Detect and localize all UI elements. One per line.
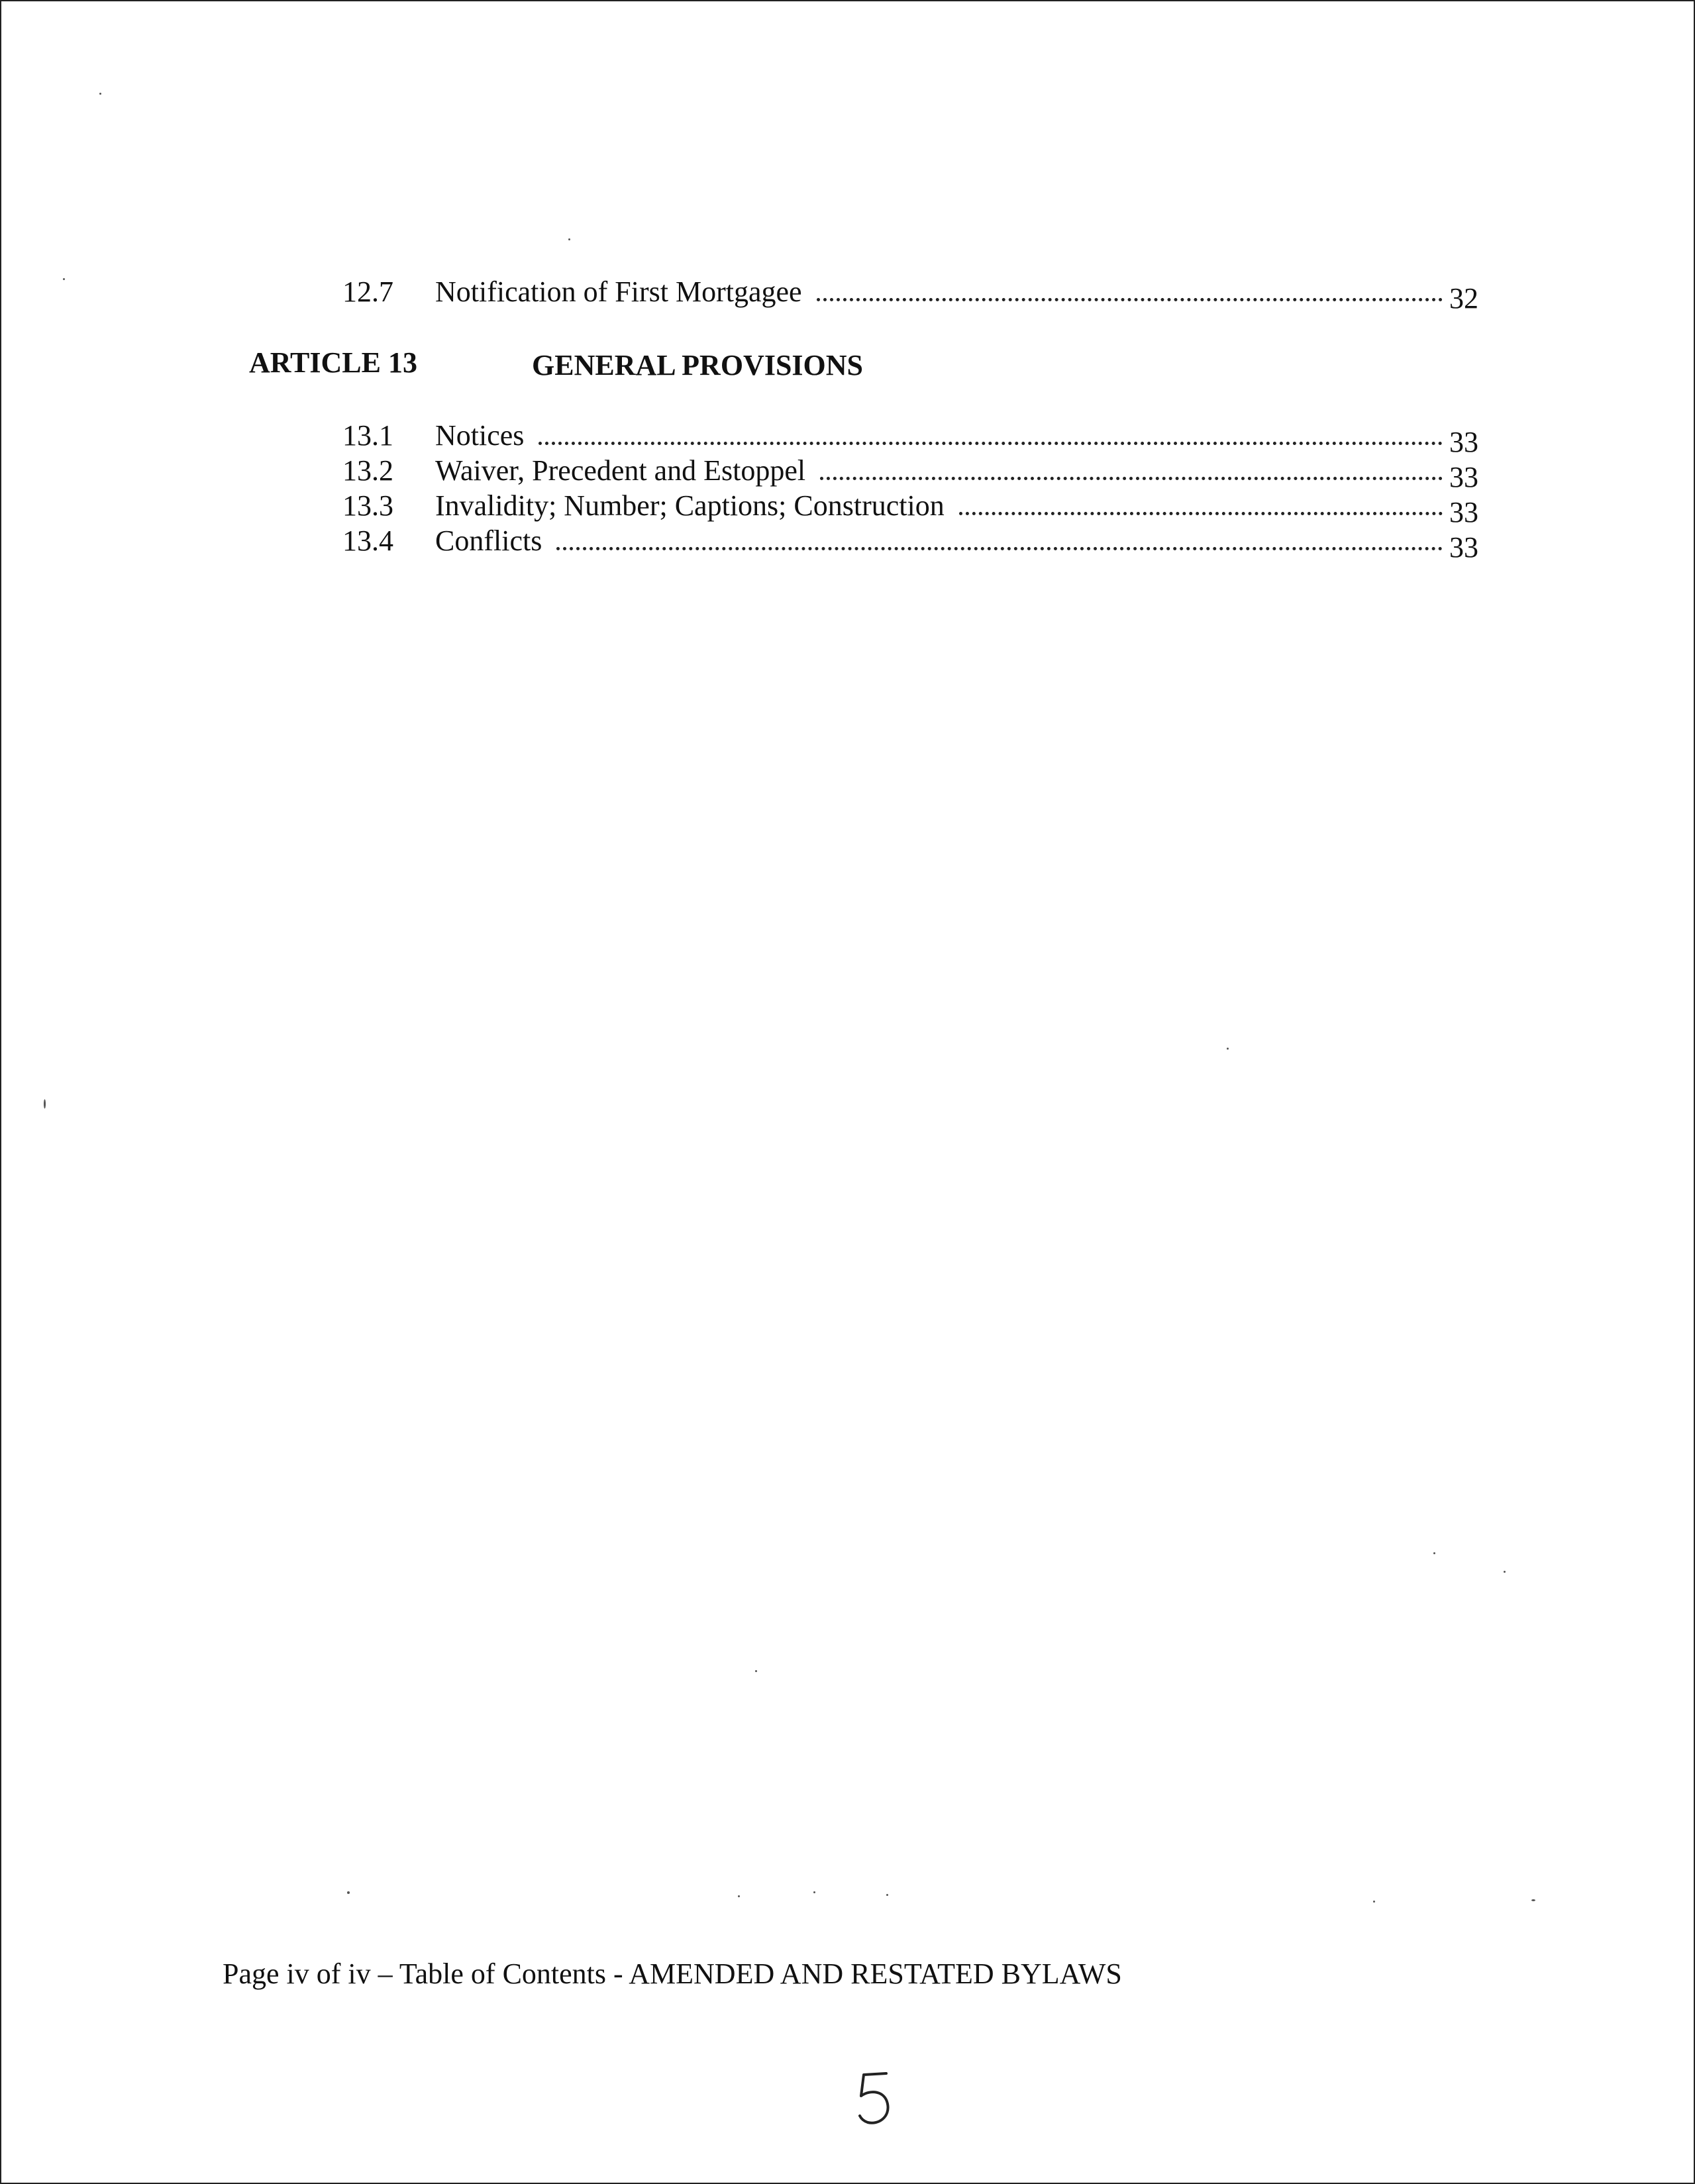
dot-leader	[539, 442, 1443, 445]
toc-entry-title: Waiver, Precedent and Estoppel	[435, 454, 806, 487]
toc-entry-title: Notification of First Mortgagee	[435, 275, 802, 308]
toc-entry-13-2	[342, 454, 1478, 493]
toc-entry-13-3	[342, 489, 1478, 528]
toc-entry-page: 33	[1449, 426, 1478, 458]
article-title: GENERAL PROVISIONS	[532, 349, 864, 381]
scan-speck	[63, 278, 65, 280]
toc-entry-number: 12.7	[342, 275, 393, 308]
toc-entry-page: 33	[1449, 461, 1478, 493]
scan-speck	[1373, 1901, 1375, 1903]
toc-entry-number: 13.1	[342, 419, 393, 452]
scan-speck	[1433, 1552, 1435, 1554]
toc-entry-title: Conflicts	[435, 524, 542, 557]
handwritten-page-number	[854, 2069, 894, 2129]
toc-entry-page: 33	[1449, 496, 1478, 528]
scan-speck	[347, 1891, 350, 1894]
scan-speck	[44, 1099, 46, 1109]
toc-entry-12-7	[342, 275, 1478, 315]
toc-entry-title: Notices	[435, 419, 525, 452]
scan-speck	[1504, 1571, 1506, 1573]
toc-entry-number: 13.2	[342, 454, 393, 487]
toc-entry-13-1	[342, 419, 1478, 458]
scan-speck	[1531, 1899, 1535, 1901]
scan-speck	[99, 93, 101, 95]
dot-leader	[820, 477, 1443, 480]
scan-speck	[738, 1895, 740, 1897]
dot-leader	[817, 298, 1443, 301]
scan-speck	[755, 1670, 757, 1672]
article-label: ARTICLE 13	[249, 346, 417, 379]
dot-leader	[556, 547, 1443, 550]
toc-entry-page: 32	[1449, 282, 1478, 315]
toc-entry-number: 13.3	[342, 489, 393, 522]
toc-entry-title: Invalidity; Number; Captions; Construction	[435, 489, 945, 522]
scan-speck	[1227, 1048, 1229, 1050]
scan-speck	[813, 1891, 815, 1893]
scan-speck	[568, 238, 570, 240]
scan-speck	[886, 1894, 888, 1896]
dot-leader	[959, 512, 1443, 515]
toc-entry-13-4	[342, 524, 1478, 564]
page-footer: Page iv of iv – Table of Contents - AMENDED AND RESTATED BYLAWS	[223, 1958, 1122, 1990]
toc-entry-page: 33	[1449, 531, 1478, 564]
toc-entry-number: 13.4	[342, 524, 393, 557]
